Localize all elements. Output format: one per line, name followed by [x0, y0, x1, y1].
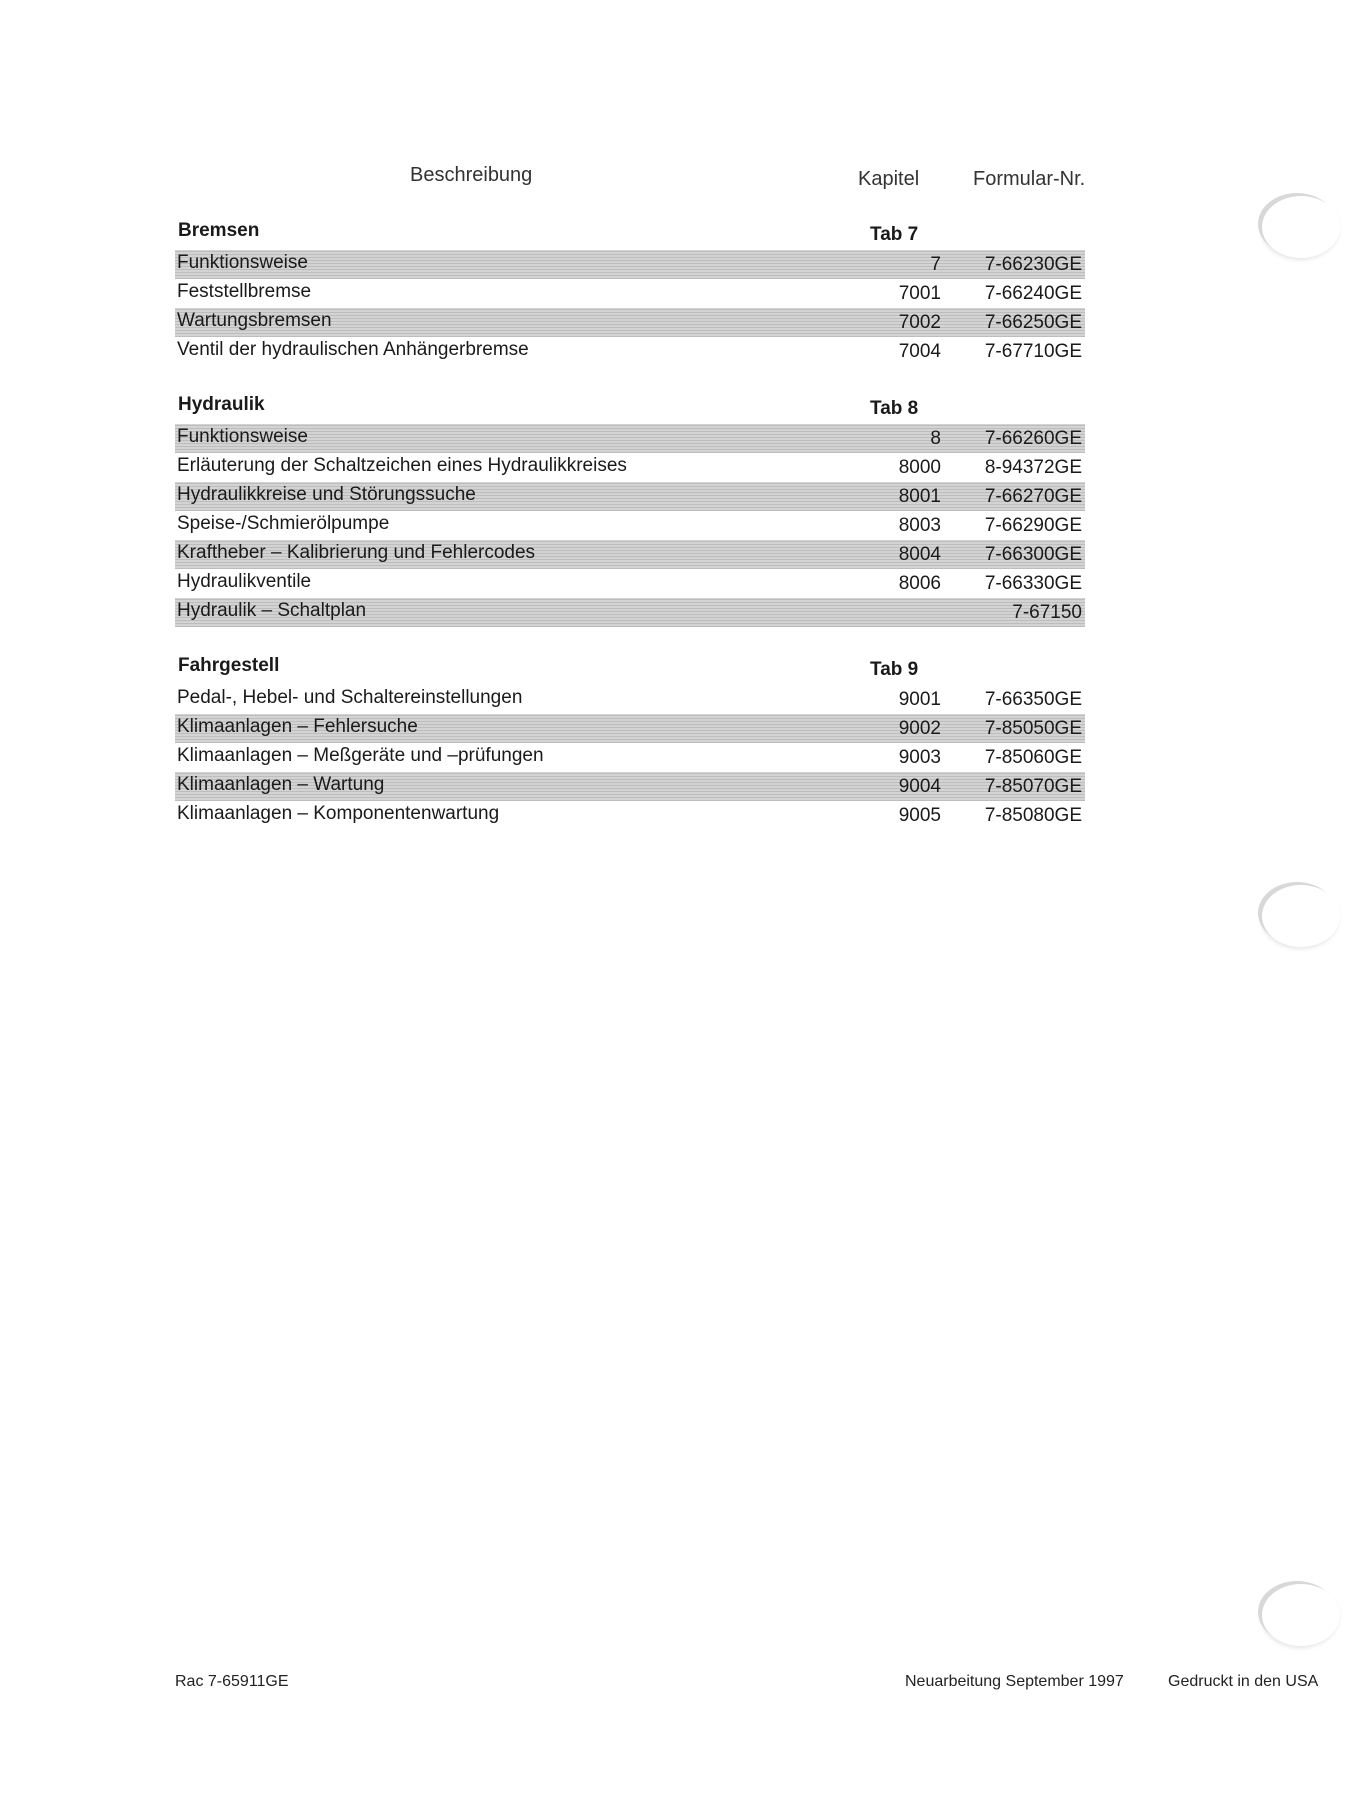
row-description: Klimaanlagen – Meßgeräte und –prüfungen [177, 745, 544, 766]
section-heading [175, 220, 1085, 250]
footer-printed-in: Gedruckt in den USA [1168, 1673, 1319, 1690]
table-row [175, 772, 1085, 801]
column-header-chapter: Kapitel [858, 168, 920, 190]
row-description: Hydraulik – Schaltplan [177, 600, 367, 621]
row-description: Klimaanlagen – Komponentenwartung [177, 803, 500, 824]
row-description: Wartungsbremsen [177, 310, 332, 331]
footer-revision-date: Neuarbeitung September 1997 [905, 1673, 1124, 1690]
punch-hole-top [1262, 196, 1340, 258]
row-description: Kraftheber – Kalibrierung und Fehlercodes [177, 542, 536, 563]
section-title: Bremsen [178, 220, 260, 241]
row-form-number: 7-66230GE [984, 254, 1082, 275]
row-description: Speise-/Schmierölpumpe [177, 513, 390, 534]
row-description: Klimaanlagen – Wartung [177, 774, 385, 795]
section-tab: Tab 7 [870, 224, 919, 245]
table-row [175, 569, 1085, 598]
section-tab: Tab 8 [870, 398, 919, 419]
table-row [175, 598, 1085, 627]
row-form-number: 7-66240GE [984, 283, 1082, 304]
row-chapter: 8006 [898, 573, 941, 594]
row-form-number: 8-94372GE [984, 457, 1082, 478]
row-chapter: 8003 [898, 515, 941, 536]
row-chapter: 7001 [898, 283, 941, 304]
table-row [175, 540, 1085, 569]
table-row [175, 250, 1085, 279]
column-header-description: Beschreibung [410, 164, 533, 186]
table-row [175, 279, 1085, 308]
row-chapter: 7 [930, 254, 941, 275]
row-form-number: 7-67710GE [984, 341, 1082, 362]
row-description: Pedal-, Hebel- und Schaltereinstellungen [177, 687, 523, 708]
row-form-number: 7-85060GE [984, 747, 1082, 768]
punch-hole-bottom [1262, 1584, 1340, 1646]
table-row [175, 743, 1085, 772]
table-row [175, 308, 1085, 337]
table-row [175, 685, 1085, 714]
row-chapter: 8004 [898, 544, 941, 565]
section-bremsen [175, 220, 1085, 366]
row-form-number: 7-85050GE [984, 718, 1082, 739]
row-description: Feststellbremse [177, 281, 312, 302]
table-row [175, 801, 1085, 830]
row-chapter: 8000 [898, 457, 941, 478]
section-fahrgestell [175, 655, 1085, 830]
row-form-number: 7-66270GE [984, 486, 1082, 507]
section-heading [175, 655, 1085, 685]
row-form-number: 7-67150 [1012, 602, 1082, 623]
row-chapter: 9003 [898, 747, 941, 768]
section-title: Fahrgestell [178, 655, 280, 676]
row-description: Funktionsweise [177, 426, 308, 447]
row-description: Erläuterung der Schaltzeichen eines Hydraulikkreises [177, 455, 627, 476]
table-row [175, 337, 1085, 366]
row-form-number: 7-66290GE [984, 515, 1082, 536]
row-description: Funktionsweise [177, 252, 308, 273]
row-form-number: 7-66250GE [984, 312, 1082, 333]
row-form-number: 7-66300GE [984, 544, 1082, 565]
table-row [175, 424, 1085, 453]
row-chapter: 9004 [898, 776, 941, 797]
row-chapter: 9001 [898, 689, 941, 710]
row-chapter: 8 [930, 428, 941, 449]
row-description: Ventil der hydraulischen Anhängerbremse [177, 339, 529, 360]
row-form-number: 7-85070GE [984, 776, 1082, 797]
section-tab: Tab 9 [870, 659, 919, 680]
row-description: Klimaanlagen – Fehlersuche [177, 716, 418, 737]
row-chapter: 7004 [898, 341, 941, 362]
row-chapter: 9005 [898, 805, 941, 826]
punch-hole-middle [1262, 885, 1340, 947]
footer-document-number: Rac 7-65911GE [175, 1673, 289, 1690]
row-form-number: 7-66260GE [984, 428, 1082, 449]
row-form-number: 7-66350GE [984, 689, 1082, 710]
row-description: Hydraulikkreise und Störungssuche [177, 484, 476, 505]
table-row [175, 482, 1085, 511]
table-row [175, 714, 1085, 743]
row-chapter: 9002 [898, 718, 941, 739]
row-chapter: 8001 [898, 486, 941, 507]
section-heading [175, 394, 1085, 424]
table-row [175, 453, 1085, 482]
section-title: Hydraulik [178, 394, 265, 415]
row-form-number: 7-66330GE [984, 573, 1082, 594]
table-row [175, 511, 1085, 540]
row-description: Hydraulikventile [177, 571, 312, 592]
row-form-number: 7-85080GE [984, 805, 1082, 826]
row-chapter: 7002 [898, 312, 941, 333]
section-hydraulik [175, 394, 1085, 627]
column-header-form-number: Formular-Nr. [973, 168, 1086, 190]
